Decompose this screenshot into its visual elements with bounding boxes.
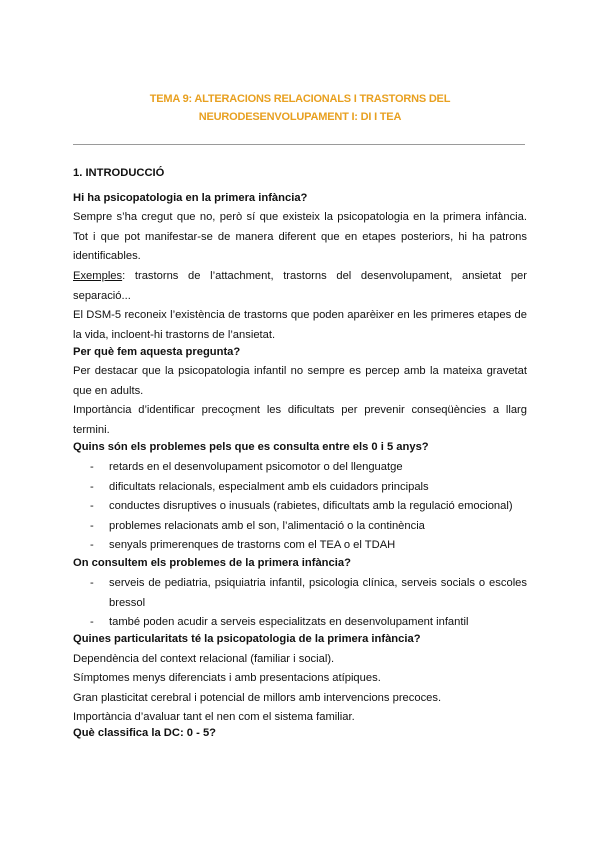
list-item-text: també poden acudir a serveis especialitzats en desenvolupament infantil [109,616,469,628]
examples-label: Exemples [73,270,123,282]
list-item-text: serveis de pediatria, psiquiatria infantil, psicologia clínica, serveis socials o escoles bressol [109,577,527,609]
paragraph: Sempre s’ha cregut que no, però sí que existeix la psicopatologia en la primera infància. Tot i que pot manifestar-se de manera diferent que en etapes posteriors, hi ha patrons identificables. [73,211,527,263]
list-marker: - [90,520,94,532]
paragraph: Gran plasticitat cerebral i potencial de millors amb intervencions precoces. [73,692,442,704]
list-marker: - [90,577,94,589]
list-marker: - [90,481,94,493]
section-heading: 1. INTRODUCCIÓ [73,167,165,179]
question-heading-5: Quines particularitats té la psicopatologia de la primera infància? [73,633,421,645]
examples-paragraph [73,267,527,306]
list-marker: - [90,539,94,551]
document-title-line-2: NEURODESENVOLUPAMENT I: DI I TEA [198,111,402,123]
question-heading-1: Hi ha psicopatologia en la primera infància? [73,192,308,204]
paragraph: Per destacar que la psicopatologia infantil no sempre es percep amb la mateixa gravetat que en adults. [73,365,527,397]
paragraph: Importància d’avaluar tant el nen com el sistema familiar. [73,711,355,723]
list-marker: - [90,616,94,628]
examples-text: : trastorns de l’attachment, trastorns del desenvolupament, ansietat per separació... [73,270,527,302]
list-item-text: senyals primerenques de trastorns com el TEA o el TDAH [109,539,396,551]
paragraph: El DSM-5 reconeix l’existència de trastorns que poden aparèixer en les primeres etapes de la vida, incloent-hi trastorns de l’ansietat. [73,309,527,341]
paragraph: Dependència del context relacional (familiar i social). [73,653,335,665]
list-marker: - [90,500,94,512]
title-divider [73,144,525,145]
question-heading-3: Quins són els problemes pels que es consulta entre els 0 i 5 anys? [73,441,429,453]
question-heading-2: Per què fem aquesta pregunta? [73,346,241,358]
list-marker: - [90,461,94,473]
list-item-text: retards en el desenvolupament psicomotor o del llenguatge [109,461,403,473]
paragraph: Símptomes menys diferenciats i amb presentacions atípiques. [73,672,381,684]
list-item-text: conductes disruptives o inusuals (rabietes, dificultats amb la regulació emocional) [109,500,513,512]
paragraph: Importància d’identificar precoçment les dificultats per prevenir conseqüències a llarg termini. [73,404,527,436]
question-heading-6: Què classifica la DC: 0 - 5? [73,727,217,739]
list-item-text: dificultats relacionals, especialment amb els cuidadors principals [109,481,429,493]
list-item-text: problemes relacionats amb el son, l’alimentació o la continència [109,520,425,532]
question-heading-4: On consultem els problemes de la primera infància? [73,557,351,569]
document-title-line-1: TEMA 9: ALTERACIONS RELACIONALS I TRASTORNS DEL [149,93,451,105]
